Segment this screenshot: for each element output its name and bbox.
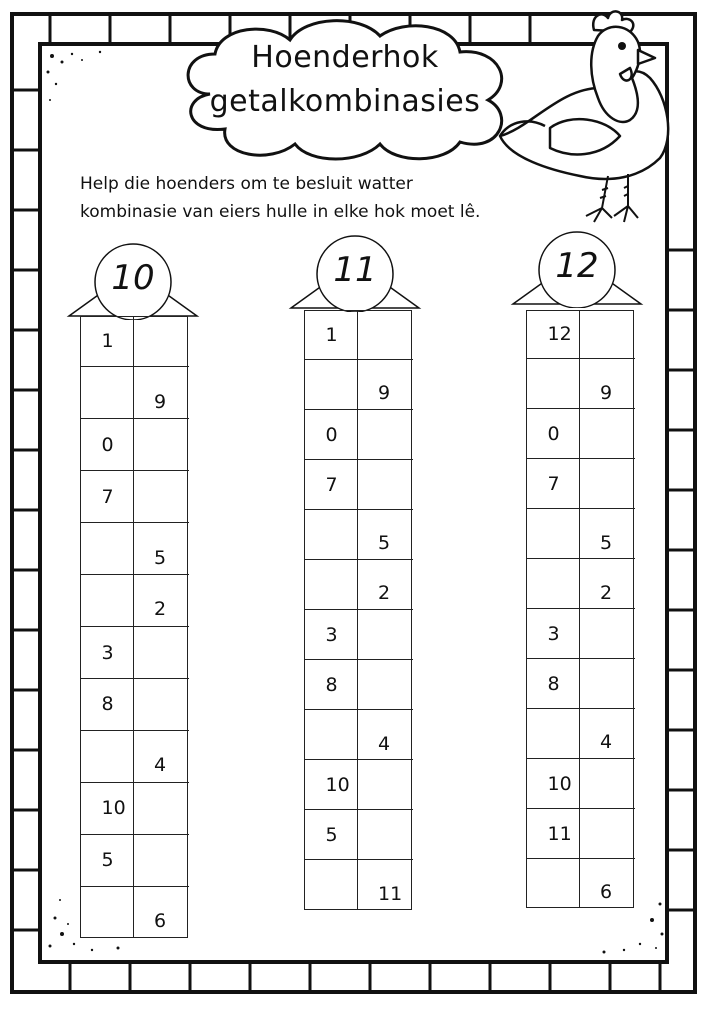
left-egg-cell[interactable] (80, 679, 135, 731)
left-egg-cell[interactable] (304, 410, 359, 460)
right-egg-cell[interactable] (580, 859, 635, 909)
right-egg-cell[interactable] (134, 679, 189, 731)
right-egg-cell[interactable] (134, 316, 189, 368)
left-egg-cell[interactable] (526, 609, 581, 659)
left-egg-cell[interactable] (304, 860, 359, 910)
right-egg-cell[interactable] (580, 310, 635, 360)
left-egg-cell[interactable] (80, 316, 135, 368)
right-egg-cell[interactable] (134, 575, 189, 627)
cell-value: 5 (154, 546, 167, 569)
chicken-house-10 (66, 240, 200, 932)
left-egg-cell[interactable] (526, 759, 581, 809)
cell-value: 0 (547, 423, 560, 446)
cell-value: 12 (547, 323, 572, 346)
cell-value: 7 (101, 485, 114, 508)
left-egg-cell[interactable] (304, 660, 359, 710)
title-line-2: getalkombinasies (209, 84, 481, 119)
left-egg-cell[interactable] (304, 560, 359, 610)
cell-value: 2 (378, 582, 391, 605)
cell-value: 6 (154, 909, 167, 932)
left-egg-cell[interactable] (80, 887, 135, 939)
cell-value: 11 (378, 882, 403, 905)
title-line-1: Hoenderhok (251, 40, 439, 75)
right-egg-cell[interactable] (358, 710, 413, 760)
left-egg-cell[interactable] (80, 419, 135, 471)
right-egg-cell[interactable] (358, 860, 413, 910)
left-egg-cell[interactable] (80, 367, 135, 419)
right-egg-cell[interactable] (134, 783, 189, 835)
right-egg-cell[interactable] (580, 709, 635, 759)
left-egg-cell[interactable] (526, 459, 581, 509)
left-egg-cell[interactable] (80, 575, 135, 627)
right-egg-cell[interactable] (358, 460, 413, 510)
left-egg-cell[interactable] (526, 859, 581, 909)
cell-value: 8 (101, 693, 114, 716)
instructions (80, 170, 520, 226)
left-egg-cell[interactable] (526, 409, 581, 459)
cell-value: 11 (547, 822, 572, 845)
cell-value: 4 (154, 754, 167, 777)
right-egg-cell[interactable] (134, 887, 189, 939)
cell-value: 0 (101, 433, 114, 456)
cell-value: 9 (600, 381, 613, 404)
cell-value: 10 (325, 774, 350, 797)
combination-grid (80, 316, 188, 938)
right-egg-cell[interactable] (358, 560, 413, 610)
right-egg-cell[interactable] (358, 360, 413, 410)
left-egg-cell[interactable] (80, 731, 135, 783)
left-egg-cell[interactable] (304, 710, 359, 760)
left-egg-cell[interactable] (526, 359, 581, 409)
right-egg-cell[interactable] (134, 367, 189, 419)
right-egg-cell[interactable] (580, 609, 635, 659)
chicken-house-12 (510, 228, 644, 904)
right-egg-cell[interactable] (134, 627, 189, 679)
left-egg-cell[interactable] (80, 627, 135, 679)
left-egg-cell[interactable] (304, 310, 359, 360)
cell-value: 8 (547, 672, 560, 695)
cell-value: 1 (325, 323, 338, 346)
house-total: 12 (555, 246, 599, 286)
instructions-line-2: kombinasie van eiers hulle in elke hok moet lê. (80, 202, 481, 222)
right-egg-cell[interactable] (580, 559, 635, 609)
right-egg-cell[interactable] (358, 660, 413, 710)
left-egg-cell[interactable] (80, 783, 135, 835)
cell-value: 6 (600, 881, 613, 904)
left-egg-cell[interactable] (526, 310, 581, 360)
left-egg-cell[interactable] (304, 760, 359, 810)
cell-value: 0 (325, 423, 338, 446)
left-egg-cell[interactable] (80, 835, 135, 887)
cell-value: 3 (325, 624, 338, 647)
left-egg-cell[interactable] (304, 610, 359, 660)
left-egg-cell[interactable] (304, 810, 359, 860)
combination-grid (304, 310, 412, 910)
left-egg-cell[interactable] (80, 471, 135, 523)
page-title (190, 36, 500, 124)
right-egg-cell[interactable] (580, 809, 635, 859)
house-total: 10 (111, 258, 155, 298)
right-egg-cell[interactable] (580, 659, 635, 709)
cell-value: 3 (101, 641, 114, 664)
house-total: 11 (333, 250, 377, 290)
cell-value: 7 (325, 473, 338, 496)
cell-value: 10 (547, 772, 572, 795)
left-egg-cell[interactable] (304, 460, 359, 510)
right-egg-cell[interactable] (134, 471, 189, 523)
cell-value: 4 (600, 731, 613, 754)
left-egg-cell[interactable] (526, 559, 581, 609)
cell-value: 9 (378, 382, 391, 405)
instructions-line-1: Help die hoenders om te besluit watter (80, 174, 413, 194)
combination-grid (526, 310, 634, 908)
left-egg-cell[interactable] (526, 709, 581, 759)
right-egg-cell[interactable] (134, 419, 189, 471)
right-egg-cell[interactable] (580, 459, 635, 509)
right-egg-cell[interactable] (580, 509, 635, 559)
cell-value: 2 (600, 581, 613, 604)
right-egg-cell[interactable] (134, 835, 189, 887)
left-egg-cell[interactable] (80, 523, 135, 575)
right-egg-cell[interactable] (358, 760, 413, 810)
right-egg-cell[interactable] (358, 310, 413, 360)
cell-value: 9 (154, 390, 167, 413)
cell-value: 10 (101, 797, 126, 820)
cell-value: 5 (325, 824, 338, 847)
cell-value: 5 (378, 532, 391, 555)
cell-value: 2 (154, 598, 167, 621)
right-egg-cell[interactable] (358, 610, 413, 660)
left-egg-cell[interactable] (304, 510, 359, 560)
right-egg-cell[interactable] (580, 409, 635, 459)
cell-value: 5 (101, 849, 114, 872)
left-egg-cell[interactable] (304, 360, 359, 410)
chicken-house-11 (288, 232, 422, 905)
cell-value: 8 (325, 674, 338, 697)
right-egg-cell[interactable] (134, 731, 189, 783)
cell-value: 4 (378, 732, 391, 755)
cell-value: 5 (600, 531, 613, 554)
right-egg-cell[interactable] (580, 759, 635, 809)
cell-value: 1 (101, 330, 114, 353)
left-egg-cell[interactable] (526, 509, 581, 559)
right-egg-cell[interactable] (358, 810, 413, 860)
right-egg-cell[interactable] (358, 510, 413, 560)
right-egg-cell[interactable] (358, 410, 413, 460)
left-egg-cell[interactable] (526, 659, 581, 709)
cell-value: 3 (547, 622, 560, 645)
left-egg-cell[interactable] (526, 809, 581, 859)
cell-value: 7 (547, 473, 560, 496)
right-egg-cell[interactable] (134, 523, 189, 575)
right-egg-cell[interactable] (580, 359, 635, 409)
